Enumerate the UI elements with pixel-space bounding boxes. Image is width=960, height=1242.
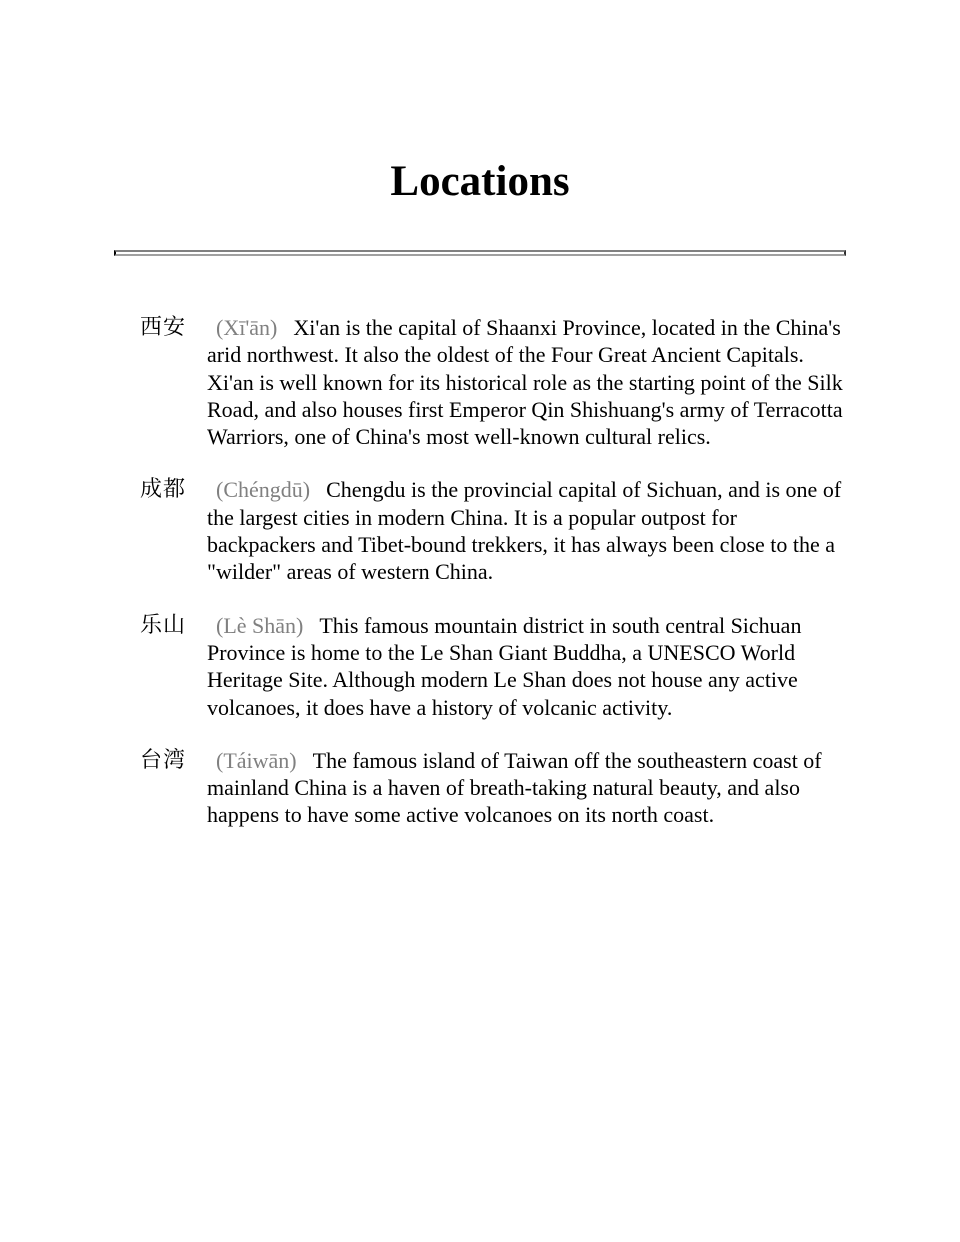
location-hanzi: 乐山 (140, 612, 187, 638)
location-entry-taiwan (140, 747, 850, 829)
location-description: Chengdu is the provincial capital of Sichuan, and is one of the largest cities in modern China. It is a popular outpost for backpackers and Tibet-bound trekkers, it has always been close to the a "wilder" areas of western China. (207, 477, 842, 585)
location-pinyin: (Xī'ān) (216, 315, 278, 340)
location-hanzi: 西安 (140, 315, 187, 340)
location-description: This famous mountain district in south central Sichuan Province is home to the Le Shan Giant Buddha, a UNESCO World Heritage Site. Although modern Le Shan does not house any active volcanoes, it does have a history of volcanic activity. (207, 612, 802, 720)
location-pinyin: (Chéngdū) (216, 477, 311, 503)
horizontal-rule-divider (114, 250, 846, 256)
location-entry-leshan (140, 612, 850, 721)
location-entry-chengdu (140, 476, 850, 585)
location-pinyin: (Lè Shān) (216, 612, 304, 638)
location-hanzi: 成都 (140, 477, 187, 503)
locations-list (140, 314, 850, 855)
location-description: Xi'an is the capital of Shaanxi Province, located in the China's arid northwest. It also the oldest of the Four Great Ancient Capitals. Xi'an is well known for its historical role as the starting point of the Silk Road, and also houses first Emperor Qin Shishuang's army of Terracotta Warriors, one of China's most well-known cultural relics. (207, 315, 843, 450)
location-hanzi: 台湾 (140, 747, 187, 773)
location-entry-xian (140, 314, 850, 450)
location-description: The famous island of Taiwan off the southeastern coast of mainland China is a haven of breath-taking natural beauty, and also happens to have some active volcanoes on its north coast. (207, 747, 822, 828)
location-pinyin: (Táiwān) (216, 747, 297, 773)
page-title: Locations (390, 158, 570, 205)
